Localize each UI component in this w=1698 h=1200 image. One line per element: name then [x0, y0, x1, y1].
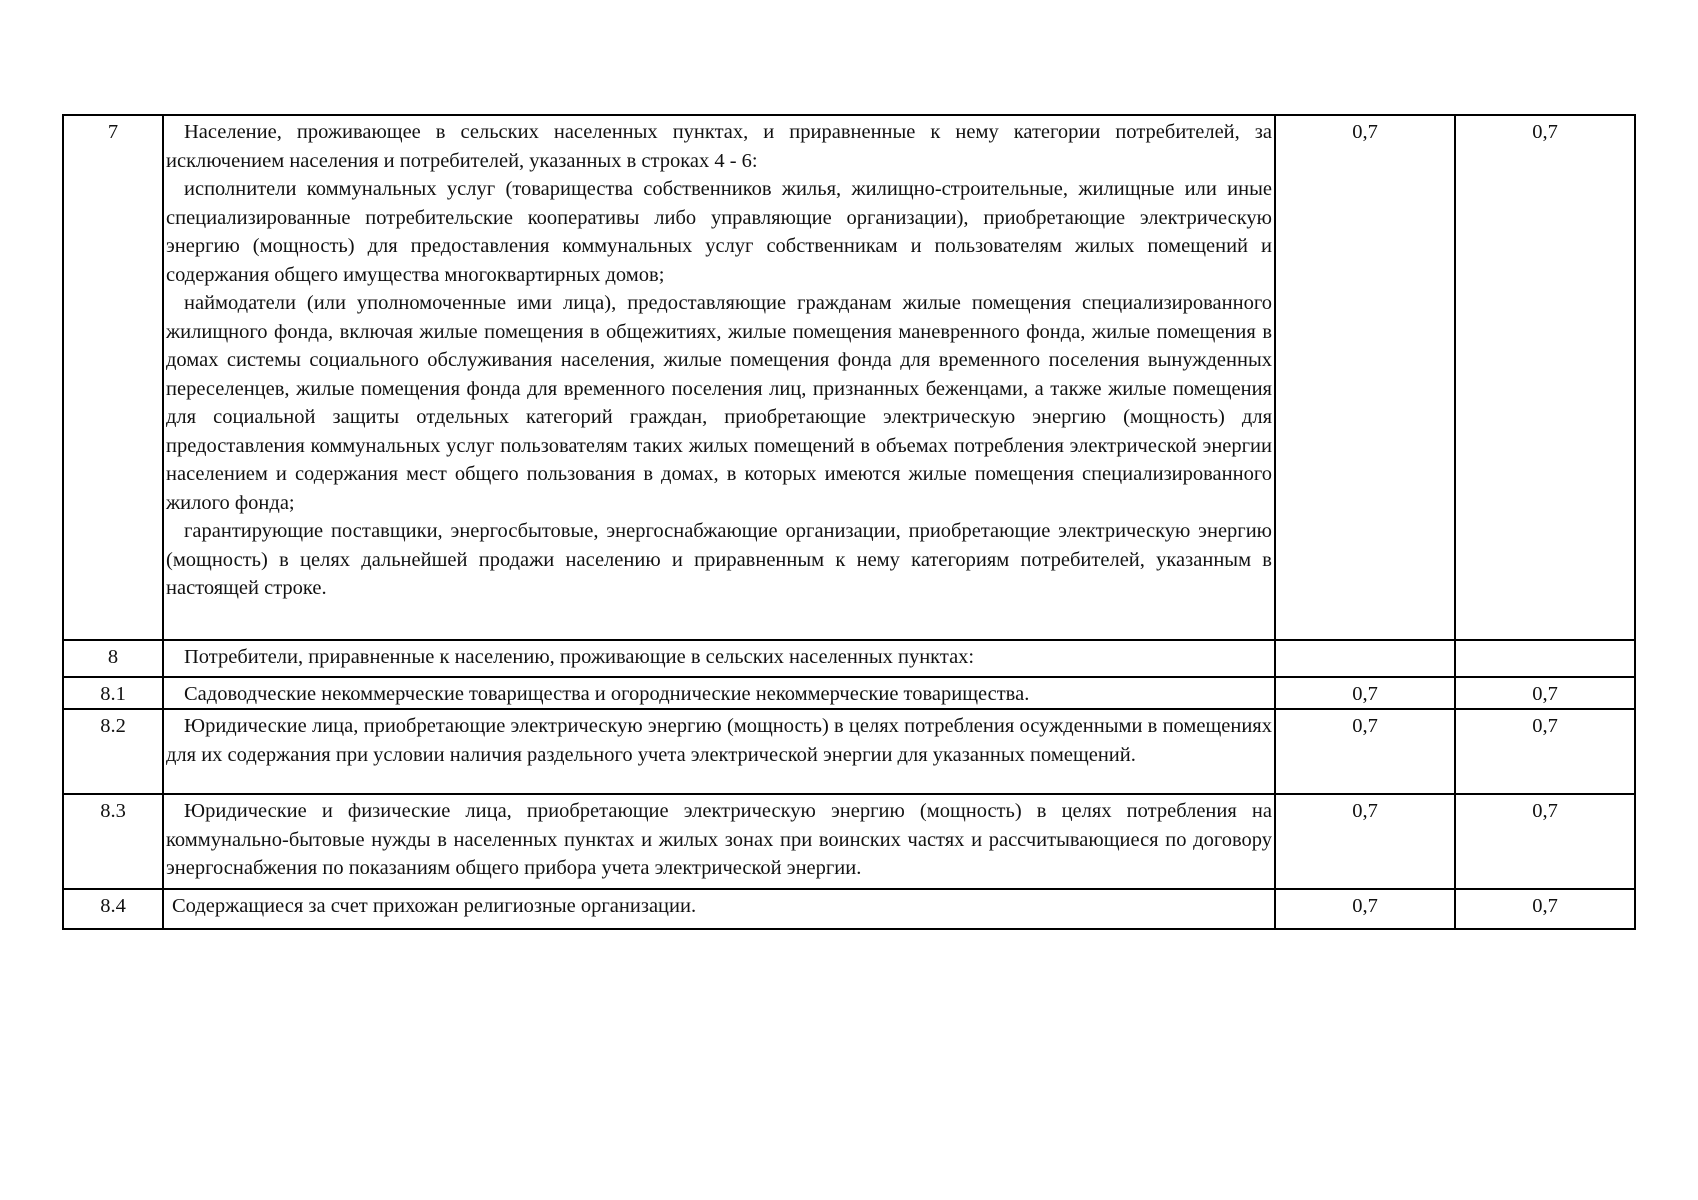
row-description [163, 889, 1275, 929]
value-cell-2 [1455, 640, 1635, 677]
row-description [163, 640, 1275, 677]
value-cell-1: 0,7 [1275, 889, 1455, 929]
value-cell-2: 0,7 [1455, 115, 1635, 640]
table-row [63, 677, 1635, 710]
table-row [63, 889, 1635, 929]
table-row [63, 794, 1635, 889]
row-number: 8.1 [63, 677, 163, 710]
row-number: 8.4 [63, 889, 163, 929]
value-cell-1: 0,7 [1275, 677, 1455, 710]
row-number: 8 [63, 640, 163, 677]
row-number: 8.3 [63, 794, 163, 889]
description-paragraph: наймодатели (или уполномоченные ими лица), предоставляющие гражданам жилые помещения специализированного жилищного фонда, включая жилые помещения в общежитиях, жилые помещения маневренного фонда, жилые помещения в домах системы социального обслуживания населения, жилые помещения фонда для временного поселения вынужденных переселенцев, жилые помещения фонда для временного поселения лиц, признанных беженцами, а также жилые помещения для социальной защиты отдельных категорий граждан, приобретающие электрическую энергию (мощность) для предоставления коммунальных услуг пользователям таких жилых помещений в объемах потребления электрической энергии населением и содержания мест общего пользования в домах, в которых имеются жилые помещения специализированного жилого фонда; [166, 292, 1272, 514]
value-cell-2: 0,7 [1455, 709, 1635, 794]
tariff-table [62, 114, 1636, 930]
table-row [63, 115, 1635, 640]
table-row [63, 640, 1635, 677]
value-cell-2: 0,7 [1455, 889, 1635, 929]
value-cell-1: 0,7 [1275, 115, 1455, 640]
description-paragraph: Население, проживающее в сельских населенных пунктах, и приравненные к нему категории потребителей, за исключением населения и потребителей, указанных в строках 4 - 6: [166, 121, 1272, 172]
row-description [163, 677, 1275, 710]
description-paragraph: исполнители коммунальных услуг (товарищества собственников жилья, жилищно-строительные, жилищные или иные специализированные потребительские кооперативы либо управляющие организации), приобретающие электрическую энергию (мощность) для предоставления коммунальных услуг собственникам и пользователям жилых помещений и содержания общего имущества многоквартирных домов; [166, 178, 1272, 286]
row-description [163, 794, 1275, 889]
table-row [63, 709, 1635, 794]
value-cell-2: 0,7 [1455, 677, 1635, 710]
row-number: 8.2 [63, 709, 163, 794]
description-paragraph: Потребители, приравненные к населению, проживающие в сельских населенных пунктах: [184, 646, 975, 668]
description-paragraph: Юридические лица, приобретающие электрическую энергию (мощность) в целях потребления осужденными в помещениях для их содержания при условии наличия раздельного учета электрической энергии для указанных помещений. [166, 715, 1272, 766]
row-number: 7 [63, 115, 163, 640]
description-paragraph: Юридические и физические лица, приобретающие электрическую энергию (мощность) в целях потребления на коммунально-бытовые нужды в населенных пунктах и жилых зонах при воинских частях и рассчитывающиеся по договору энергоснабжения по показаниям общего прибора учета электрической энергии. [166, 800, 1272, 879]
description-paragraph: Садоводческие некоммерческие товарищества и огороднические некоммерческие товарищества. [184, 682, 1030, 705]
value-cell-1: 0,7 [1275, 794, 1455, 889]
value-cell-2: 0,7 [1455, 794, 1635, 889]
description-paragraph: гарантирующие поставщики, энергосбытовые, энергоснабжающие организации, приобретающие электрическую энергию (мощность) в целях дальнейшей продажи населению и приравненным к нему категориям потребителей, указанным в настоящей строке. [166, 520, 1272, 599]
value-cell-1 [1275, 640, 1455, 677]
row-description [163, 709, 1275, 794]
description-paragraph: Содержащиеся за счет прихожан религиозные организации. [172, 895, 697, 917]
value-cell-1: 0,7 [1275, 709, 1455, 794]
row-description [163, 115, 1275, 640]
